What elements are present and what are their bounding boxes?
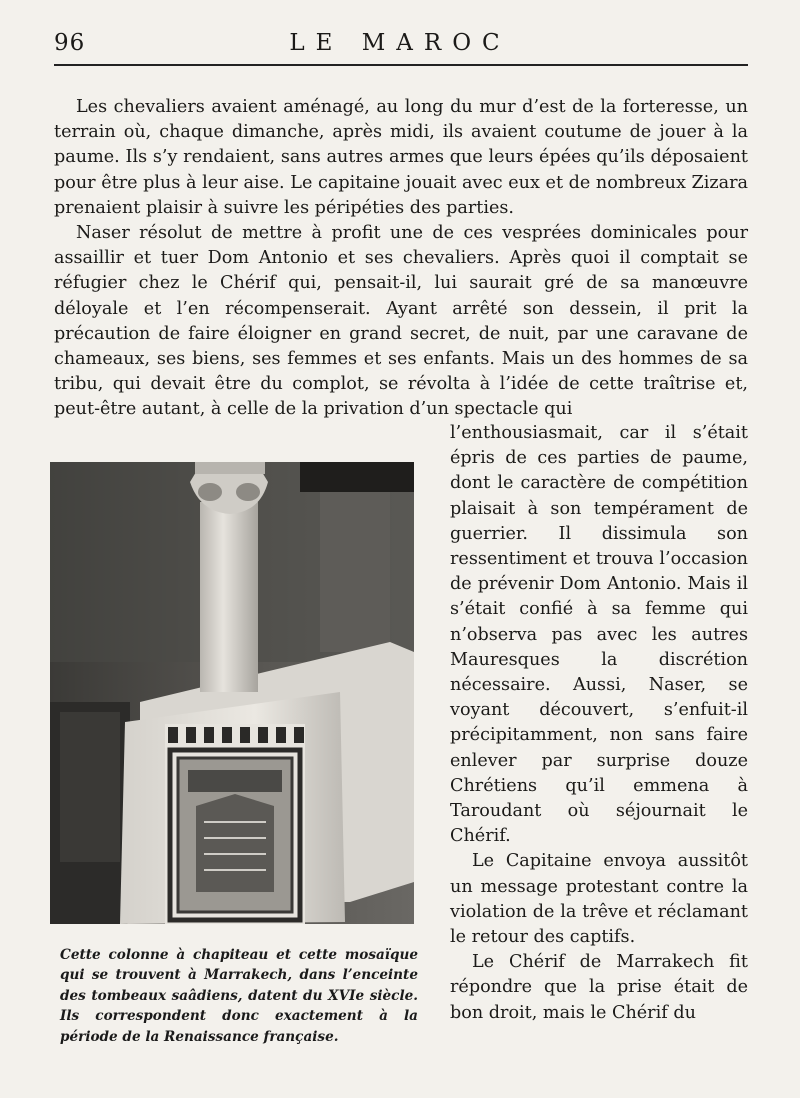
paragraph-1: Les chevaliers avaient aménagé, au long du mur d’est de la forteresse, un terrain où, chaque dimanche, après midi, ils avaient coutume de jouer à la paume. Ils s’y rendaient, sans autres armes que leurs épées qu’ils déposaient pour être plus à leur aise. Le capitaine jouait avec eux et de nombreux Zizara prenaient plaisir à suivre les péripéties des parties. (54, 97, 748, 218)
figure-caption: Cette colonne à chapiteau et cette mosaïque qui se trouvent à Marrakech, dans l’enceinte des tombeaux saâdiens, datent du XVIe siècle. Ils correspondent donc exactement à la période de la Renaissance française. (60, 947, 418, 1045)
header-rule (54, 64, 748, 66)
right-column-text (450, 421, 748, 1026)
paragraph-2-continued: l’enthousiasmait, car il s’était épris de ces parties de paume, dont le caractère de compétition plaisait à son tempérament de guerrier. Il dissimula son ressentiment et trouva l’occasion de prévenir Dom Antonio. Mais il s’était confié à sa femme qui n’observa pas avec les autres Mauresques la discrétion nécessaire. Aussi, Naser, se voyant découvert, s’enfuit-il précipitamment, non sans faire enlever par surprise douze Chrétiens qu’il emmena à Taroudant où séjournait le Chérif. (450, 423, 748, 847)
paragraph-3: Le Capitaine envoya aussitôt un message protestant contre la violation de la trêve et réclamant le retour des captifs. (450, 851, 748, 948)
paragraph-4: Le Chérif de Marrakech fit répondre que la prise était de bon droit, mais le Chérif du (450, 952, 748, 1023)
paragraph-2-start: Naser résolut de mettre à profit une de ces vesprées dominicales pour assaillir et tuer Dom Antonio et ses chevaliers. Après quoi il comptait se réfugier chez le Chérif qui, pensait-il, lui saurait gré de sa manœuvre déloyale et l’en récompenserait. Ayant arrêté son dessein, il prit la précaution de faire éloigner en grand secret, de nuit, par une caravane de chameaux, ses biens, ses femmes et ses enfants. Mais un des hommes de sa tribu, qui devait être du complot, se révolta à l’idée de cette traîtrise et, peut-être autant, à celle de la privation d’un spectacle qui (54, 223, 748, 420)
running-title: LE MAROC (289, 30, 511, 56)
main-text-full-width (54, 95, 748, 423)
column-mosaic-photo (50, 462, 414, 924)
page-number: 96 (54, 30, 86, 56)
